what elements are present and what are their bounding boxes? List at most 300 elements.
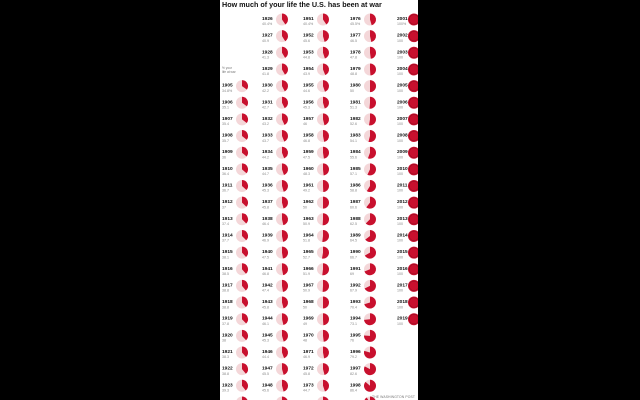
year-label: 1931 (262, 100, 273, 106)
year-label: 1989 (350, 233, 361, 239)
percent-label: 41.8 (262, 72, 269, 77)
year-label: 1956 (303, 100, 314, 106)
year-label: 1912 (222, 200, 233, 206)
year-label: 1985 (350, 166, 361, 172)
year-label: 1920 (222, 333, 233, 339)
year-label: 1961 (303, 183, 314, 189)
year-cell-1906 (222, 97, 248, 110)
year-cell-1974 (303, 396, 329, 400)
percent-label: 57.1 (350, 172, 357, 177)
year-cell-1984 (350, 147, 376, 160)
year-cell-1967 (303, 280, 329, 293)
percent-label: 48.3 (303, 172, 310, 177)
year-cell-1919 (222, 313, 248, 326)
percent-label: 46.8 (262, 271, 269, 276)
year-cell-1935 (262, 163, 288, 176)
year-label: 1963 (303, 216, 314, 222)
year-cell-1940 (262, 247, 288, 260)
percent-label: 46.4 (262, 222, 269, 226)
percent-label: 46.1 (262, 321, 269, 326)
percent-label: 38.1 (222, 255, 229, 260)
year-label: 1977 (350, 33, 361, 39)
chart-note-line1: % your (222, 66, 232, 70)
year-label: 1914 (222, 233, 233, 239)
pie-war-slice (322, 263, 329, 275)
year-cell-1996 (350, 347, 376, 360)
pie-war-slice (323, 180, 329, 192)
percent-label: 69 (350, 271, 354, 276)
percent-label: 100 (397, 188, 403, 193)
percent-label: 100 (397, 38, 403, 43)
year-label: 1996 (350, 350, 361, 355)
year-cell-1947 (262, 363, 288, 376)
year-cell-1998 (350, 380, 376, 393)
year-label: 1997 (350, 366, 361, 372)
year-cell-1962 (303, 197, 329, 210)
percent-label: 40.4% (303, 22, 314, 27)
chart-note-line2: life at war (222, 69, 236, 74)
percent-label: 100 (397, 288, 403, 293)
year-cell-1908 (222, 130, 248, 143)
year-label: 1947 (262, 366, 273, 372)
percent-label: 48.8 (350, 72, 357, 77)
year-label: 1964 (303, 233, 314, 239)
year-cell-1923 (222, 380, 248, 393)
year-cell-1918 (222, 297, 248, 310)
percent-label: 49 (303, 321, 307, 326)
pie-war-slice (323, 313, 329, 325)
year-cell-1991 (350, 263, 376, 276)
year-label: 1935 (262, 166, 273, 172)
year-label: 2017 (397, 283, 408, 289)
year-cell-1952 (303, 30, 329, 43)
percent-label: 37.8 (222, 321, 229, 326)
year-label: 1917 (222, 283, 233, 289)
year-cell-1995 (350, 330, 376, 343)
year-cell-1928 (262, 47, 288, 60)
percent-label: 38.3 (222, 355, 229, 360)
percent-label: 76 (350, 338, 354, 343)
pie-war-slice (323, 147, 329, 159)
percent-label: 86.4 (350, 388, 357, 393)
percent-label: 45.8 (262, 305, 269, 310)
percent-label: 44.8 (303, 55, 310, 60)
year-label: 1940 (262, 250, 273, 256)
percent-label: 100 (397, 321, 403, 326)
pie-war-slice (323, 330, 329, 342)
percent-label: 100 (397, 305, 403, 310)
percent-label: 36.4 (222, 172, 229, 177)
pie-war-slice (323, 347, 329, 359)
year-label: 2014 (397, 233, 408, 239)
year-cell-1997 (350, 363, 376, 376)
year-cell-2015 (397, 247, 418, 260)
percent-label: 46.8 (303, 138, 310, 143)
year-label: 2011 (397, 183, 408, 189)
year-cell-1965 (303, 247, 329, 260)
percent-label: 62.5 (350, 222, 357, 226)
percent-label: 49.2 (303, 188, 310, 193)
pie-war-slice (323, 396, 329, 400)
year-cell-1913 (222, 213, 248, 226)
pie-war-slice (282, 263, 288, 275)
percent-label: 82.6 (350, 371, 357, 376)
pie-war-slice (370, 47, 376, 59)
year-cell-1972 (303, 363, 329, 376)
year-label: 1967 (303, 283, 314, 289)
year-label: 1971 (303, 350, 314, 355)
year-cell-1914 (222, 230, 248, 243)
year-cell-1915 (222, 247, 248, 260)
year-label: 1910 (222, 166, 233, 172)
pie-war-slice (323, 213, 329, 225)
percent-label: 50 (303, 205, 307, 210)
year-label: 1976 (350, 17, 361, 22)
percent-label: 35.1 (222, 105, 229, 110)
percent-label: 35.4 (222, 122, 229, 127)
year-cell-1948 (262, 380, 288, 393)
year-cell-1946 (262, 347, 288, 360)
year-label: 1915 (222, 250, 233, 256)
year-label: 1980 (350, 83, 361, 89)
percent-label: 45.3 (303, 105, 310, 110)
year-label: 2005 (397, 83, 408, 89)
year-label: 1955 (303, 83, 314, 89)
year-cell-2003 (397, 47, 418, 60)
year-cell-1934 (262, 147, 288, 160)
percent-label: 47.5 (262, 255, 269, 260)
year-label: 2003 (397, 50, 408, 56)
percent-label: 45.6 (262, 388, 269, 393)
pie-war-slice (242, 396, 248, 400)
year-cell-1990 (350, 247, 376, 260)
year-label: 2006 (397, 100, 408, 106)
year-label: 1944 (262, 316, 273, 322)
percent-label: 50 (350, 88, 354, 93)
year-cell-1954 (303, 63, 329, 76)
year-label: 1946 (262, 350, 273, 355)
year-cell-2012 (397, 197, 418, 210)
percent-label: 100 (397, 72, 403, 77)
year-label: 1984 (350, 150, 361, 156)
percent-label: 47.4 (262, 288, 269, 293)
year-cell-1983 (350, 130, 376, 143)
percent-label: 100 (397, 55, 403, 60)
pie-war-slice (323, 280, 329, 292)
percent-label: 46.9 (303, 355, 310, 360)
year-cell-1933 (262, 130, 288, 143)
percent-label: 38.5 (222, 271, 229, 276)
year-cell-1978 (350, 47, 376, 60)
year-cell-1982 (350, 113, 376, 126)
percent-label: 51.9 (303, 271, 310, 276)
pie-war-slice (282, 247, 288, 259)
year-cell-1987 (350, 197, 376, 210)
percent-label: 37.7 (222, 238, 229, 243)
year-cell-1992 (350, 280, 376, 293)
year-cell-1961 (303, 180, 329, 193)
year-cell-1977 (350, 30, 376, 43)
percent-label: 100 (397, 172, 403, 177)
year-label: 2009 (397, 150, 408, 156)
percent-label: 100 (397, 122, 403, 127)
chart-title: How much of your life the U.S. has been at war (222, 0, 382, 9)
year-cell-2009 (397, 147, 418, 160)
percent-label: 37.4 (222, 222, 229, 226)
year-cell-2006 (397, 97, 418, 110)
year-label: 1927 (262, 33, 273, 39)
year-label: 1995 (350, 333, 361, 339)
year-label: 1936 (262, 183, 273, 189)
year-label: 1930 (262, 83, 273, 89)
pie-war-slice (370, 63, 376, 75)
percent-label: 52.7 (303, 255, 310, 260)
year-cell-1966 (303, 263, 329, 276)
year-label: 1958 (303, 133, 314, 139)
percent-label: 45.3 (262, 188, 269, 193)
year-label: 1937 (262, 200, 273, 206)
percent-label: 100 (397, 255, 403, 260)
year-label: 1933 (262, 133, 273, 139)
year-cell-1957 (303, 113, 329, 126)
year-cell-2014 (397, 230, 418, 243)
year-label: 1962 (303, 200, 314, 206)
year-cell-1969 (303, 313, 329, 326)
year-label: 2013 (397, 216, 408, 222)
percent-label: 100 (397, 105, 403, 110)
year-label: 1911 (222, 183, 233, 189)
year-label: 1934 (262, 150, 273, 156)
percent-label: 42.7 (262, 105, 269, 110)
percent-label: 100 (397, 271, 403, 276)
year-label: 1991 (350, 266, 361, 272)
percent-label: 52.6 (350, 122, 357, 127)
year-label: 2012 (397, 200, 408, 206)
year-label: 1965 (303, 250, 314, 256)
year-label: 1992 (350, 283, 361, 289)
percent-label: 35.7 (222, 138, 229, 143)
percent-label: 44.2 (262, 155, 269, 160)
percent-label: 70.4 (350, 305, 357, 310)
year-label: 2004 (397, 66, 408, 72)
year-label: 1990 (350, 250, 361, 256)
year-label: 1982 (350, 116, 361, 122)
year-cell-2008 (397, 130, 418, 143)
percent-label: 51.3 (350, 105, 357, 110)
percent-label: 46.9 (262, 238, 269, 243)
year-cell-2019 (397, 313, 418, 326)
pie-war-slice (370, 97, 376, 109)
year-cell-1993 (350, 297, 376, 310)
year-cell-1907 (222, 113, 248, 126)
year-cell-1958 (303, 130, 329, 143)
year-label: 1966 (303, 266, 314, 272)
source-credit: THE WASHINGTON POST (372, 395, 415, 399)
percent-label: 64.5 (350, 238, 357, 243)
year-cell-2010 (397, 163, 418, 176)
percent-label: 43.9 (303, 72, 310, 77)
percent-label: 36.7 (222, 188, 229, 193)
year-label: 1957 (303, 116, 314, 122)
year-cell-1929 (262, 63, 288, 76)
percent-label: 45.6 (303, 38, 310, 43)
year-cell-1939 (262, 230, 288, 243)
percent-label: 45.5 (262, 371, 269, 376)
year-cell-1970 (303, 330, 329, 343)
year-cell-1924 (222, 396, 248, 400)
percent-label: 47.8 (350, 55, 357, 60)
year-label: 1938 (262, 216, 273, 222)
year-cell-1963 (303, 213, 329, 226)
year-cell-1979 (350, 63, 376, 76)
percent-label: 58.8 (350, 188, 357, 193)
year-label: 1994 (350, 316, 361, 322)
year-label: 1919 (222, 316, 233, 322)
percent-label: 100% (397, 22, 407, 27)
year-cell-1989 (350, 230, 376, 243)
year-label: 2015 (397, 250, 408, 256)
percent-label: 40.9 (262, 38, 269, 43)
year-label: 1948 (262, 383, 273, 389)
pie-war-slice (323, 297, 329, 309)
year-label: 1993 (350, 300, 361, 306)
year-label: 1973 (303, 383, 314, 389)
percent-label: 44.6 (303, 88, 310, 93)
year-label: 1941 (262, 266, 273, 272)
year-label: 1945 (262, 333, 273, 339)
year-label: 1983 (350, 133, 361, 139)
year-label: 1942 (262, 283, 273, 289)
year-cell-1917 (222, 280, 248, 293)
percent-label: 54.1 (350, 138, 357, 143)
year-cell-1922 (222, 363, 248, 376)
pie-grid (220, 0, 418, 400)
year-label: 1988 (350, 216, 361, 222)
year-cell-1936 (262, 180, 288, 193)
year-cell-1976 (350, 14, 376, 27)
percent-label: 45.5% (350, 22, 361, 27)
chart-panel (220, 0, 418, 400)
percent-label: 55.6 (350, 155, 357, 160)
year-cell-2002 (397, 30, 418, 43)
percent-label: 43.2 (262, 122, 269, 127)
year-label: 1972 (303, 366, 314, 372)
year-label: 2018 (397, 300, 408, 306)
pie-war-slice (323, 197, 329, 209)
year-cell-1968 (303, 297, 329, 310)
year-label: 1979 (350, 66, 361, 72)
percent-label: 46.5 (350, 38, 357, 43)
year-cell-1973 (303, 380, 329, 393)
year-label: 1960 (303, 166, 314, 172)
year-cell-1909 (222, 147, 248, 160)
year-label: 1905 (222, 83, 233, 89)
year-label: 1923 (222, 383, 233, 389)
percent-label: 45.8 (303, 371, 310, 376)
year-cell-1927 (262, 30, 288, 43)
percent-label: 51.8 (303, 238, 310, 243)
year-cell-1981 (350, 97, 376, 110)
percent-label: 44.4 (262, 355, 269, 360)
year-cell-1937 (262, 197, 288, 210)
year-label: 2019 (397, 316, 408, 322)
percent-label: 42.2 (262, 88, 269, 93)
year-label: 1921 (222, 350, 233, 355)
pie-war-slice (282, 280, 288, 292)
pie-war-slice (322, 247, 329, 259)
year-cell-1916 (222, 263, 248, 276)
year-cell-1938 (262, 213, 288, 226)
year-cell-1985 (350, 163, 376, 176)
percent-label: 100 (397, 238, 403, 243)
percent-label: 36 (222, 155, 226, 160)
year-cell-2016 (397, 263, 418, 276)
year-label: 1926 (262, 17, 273, 22)
year-label: 1981 (350, 100, 361, 106)
year-cell-1980 (350, 80, 376, 93)
year-cell-1931 (262, 97, 288, 110)
year-label: 1913 (222, 216, 233, 222)
year-label: 1918 (222, 300, 233, 306)
year-cell-2011 (397, 180, 418, 193)
year-label: 1943 (262, 300, 273, 306)
percent-label: 43.7 (262, 138, 269, 143)
pie-war-slice (369, 113, 376, 125)
percent-label: 45.8 (262, 205, 269, 210)
year-cell-2013 (397, 213, 418, 226)
percent-label: 100 (397, 205, 403, 210)
year-cell-1945 (262, 330, 288, 343)
pie-war-slice (323, 130, 329, 142)
year-label: 1951 (303, 17, 314, 22)
year-label: 1908 (222, 133, 233, 139)
year-cell-1964 (303, 230, 329, 243)
year-cell-2004 (397, 63, 418, 76)
percent-label: 100 (397, 222, 403, 226)
year-label: 1922 (222, 366, 233, 372)
pie-war-slice (282, 396, 288, 400)
year-cell-1949 (262, 396, 288, 400)
year-cell-2007 (397, 113, 418, 126)
year-cell-1911 (222, 180, 248, 193)
year-cell-1994 (350, 313, 376, 326)
year-cell-1926 (262, 14, 288, 27)
year-cell-1930 (262, 80, 288, 93)
percent-label: 60.6 (350, 205, 357, 210)
year-label: 2001 (397, 17, 408, 22)
pie-war-slice (370, 80, 376, 92)
percent-label: 67.9 (350, 288, 357, 293)
year-label: 1916 (222, 266, 233, 272)
year-label: 1987 (350, 200, 361, 206)
percent-label: 45.3 (262, 338, 269, 343)
year-label: 1986 (350, 183, 361, 189)
year-cell-1921 (222, 347, 248, 360)
percent-label: 38.8 (222, 371, 229, 376)
year-label: 1998 (350, 383, 361, 389)
year-cell-1956 (303, 97, 329, 110)
percent-label: 40.4% (262, 22, 273, 27)
year-label: 1928 (262, 50, 273, 56)
year-label: 1953 (303, 50, 314, 56)
year-cell-1986 (350, 180, 376, 193)
year-label: 2010 (397, 166, 408, 172)
percent-label: 73.1 (350, 321, 357, 326)
year-cell-1951 (303, 14, 329, 27)
year-label: 1968 (303, 300, 314, 306)
percent-label: 100 (397, 155, 403, 160)
year-label: 1906 (222, 100, 233, 106)
